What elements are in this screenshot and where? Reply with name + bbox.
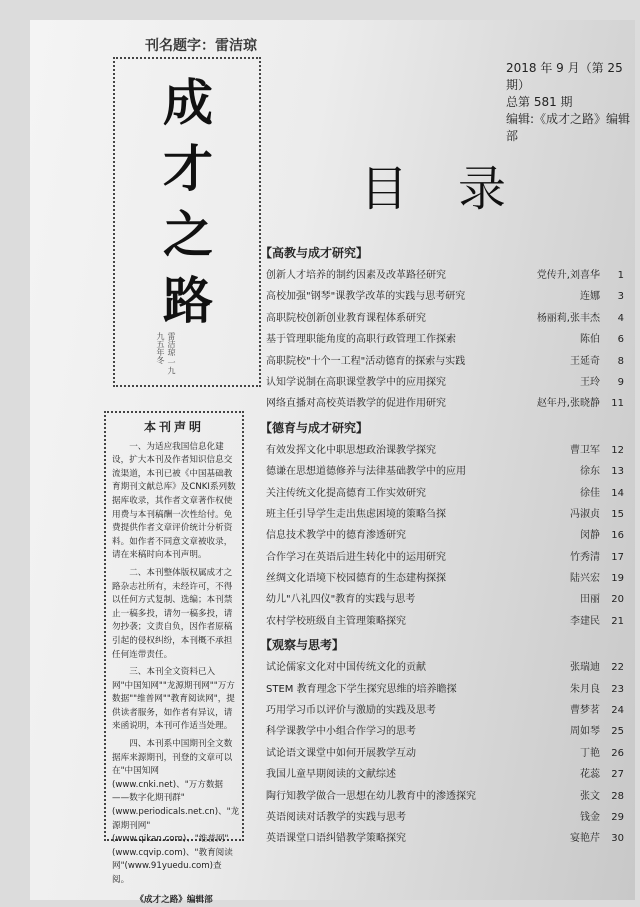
toc-entry[interactable] xyxy=(260,461,630,482)
entry-title: 英语阅读对话教学的实践与思考 xyxy=(266,811,406,823)
entry-title: 试论儒家文化对中国传统文化的贡献 xyxy=(266,662,426,674)
entry-title: 高校加强"钢琴"课教学改革的实践与思考研究 xyxy=(266,291,466,303)
section-title: 【高教与成才研究】 xyxy=(260,246,369,260)
toc-entry[interactable] xyxy=(260,568,630,589)
issue-editor: 编辑:《成才之路》编辑部 xyxy=(506,112,631,143)
notice-signature: 《成才之路》编辑部 xyxy=(135,894,213,905)
entry-title: 创新人才培养的制约因素及改革路径研究 xyxy=(266,270,446,281)
entry-author: 钱金 xyxy=(580,811,600,823)
title-char: 之 xyxy=(163,205,213,264)
notice-paragraph: 三、本刊全文资料已入网"中国知网""龙源期刊网""万方数据""维普网""教育阅读网"，提供读者服务，如作者有异议，请来函说明，本刊可作适当处理。 xyxy=(112,667,235,732)
entry-title: 丝绸文化语境下校园德育的生态建构探探 xyxy=(266,573,446,585)
title-char: 才 xyxy=(163,139,213,198)
entry-page: 4 xyxy=(617,312,624,324)
toc-entry[interactable] xyxy=(260,504,630,525)
entry-author: 冯淑贞 xyxy=(570,508,600,520)
entry-title: STEM 教育理念下学生探究思维的培养瞻探 xyxy=(266,683,457,695)
entry-author: 杨丽莉,张丰杰 xyxy=(536,312,600,324)
entry-page: 22 xyxy=(611,662,624,674)
toc-entry[interactable] xyxy=(260,440,630,461)
entry-page: 21 xyxy=(611,615,624,627)
toc-entry[interactable] xyxy=(260,351,630,372)
entry-author: 王延奇 xyxy=(570,355,600,367)
toc-entry[interactable] xyxy=(260,589,630,610)
title-char: 成 xyxy=(163,73,213,132)
issue-info xyxy=(506,60,640,145)
section-title: 【观察与思考】 xyxy=(260,638,345,653)
entry-page: 17 xyxy=(611,551,624,563)
entry-page: 13 xyxy=(611,466,624,478)
entry-title: 高职院校"十个一工程"活动德育的探索与实践 xyxy=(266,355,466,367)
publication-notice xyxy=(104,411,244,905)
table-of-contents xyxy=(260,240,630,850)
toc-entry[interactable] xyxy=(260,393,630,414)
entry-page: 30 xyxy=(611,833,624,845)
toc-entry[interactable] xyxy=(260,611,630,632)
entry-author: 赵年丹,张晓静 xyxy=(536,398,600,410)
toc-entry[interactable] xyxy=(260,525,630,546)
notice-paragraph: 一、为适应我国信息化建设，扩大本刊及作者知识信息交流渠道，本刊已被《中国基础教育期刊文献总库》及CNKI系列数据库收录，其作者文章著作权使用费与本刊稿酬一次性给付。免费提供作者文章评价统计分析资料。如作者不同意文章被收录，请在来稿时向本刊声明。 xyxy=(112,441,236,561)
entry-title: 基于管理职能角度的高职行政管理工作探索 xyxy=(266,334,456,346)
entry-page: 27 xyxy=(611,769,624,781)
entry-page: 1 xyxy=(617,270,624,281)
entry-page: 26 xyxy=(611,747,624,759)
entry-author: 陆兴宏 xyxy=(570,573,600,585)
entry-title: 高职院校创新创业教育课程体系研究 xyxy=(266,312,426,324)
entry-author: 徐东 xyxy=(580,466,600,478)
entry-page: 11 xyxy=(611,398,624,410)
entry-author: 陈伯 xyxy=(580,334,600,346)
calligraphy-seal: 雷洁琼 一九九五年冬 xyxy=(156,332,176,375)
magazine-title xyxy=(158,70,218,334)
toc-entry[interactable] xyxy=(260,679,630,700)
entry-author: 连娜 xyxy=(580,291,600,303)
entry-author: 曹卫军 xyxy=(570,444,600,456)
entry-title: 关注传统文化提高德育工作实效研究 xyxy=(266,487,426,499)
title-char: 路 xyxy=(163,271,213,330)
toc-entry[interactable] xyxy=(260,721,630,742)
entry-author: 宴艳芹 xyxy=(570,833,600,845)
issue-date: 2018 年 9 月（第 25 期） xyxy=(506,61,623,92)
entry-author: 周如琴 xyxy=(570,726,600,738)
entry-page: 8 xyxy=(617,355,624,367)
entry-page: 16 xyxy=(611,530,624,542)
entry-author: 闵静 xyxy=(580,530,600,542)
entry-title: 班主任引导学生走出焦虑困境的策略刍探 xyxy=(266,508,446,520)
toc-entry[interactable] xyxy=(260,308,630,329)
toc-entry[interactable] xyxy=(260,547,630,568)
toc-entry[interactable] xyxy=(260,786,630,807)
entry-author: 张文 xyxy=(580,790,600,802)
notice-title: 本刊声明 xyxy=(143,420,204,434)
entry-title: 网络直播对高校英语教学的促进作用研究 xyxy=(266,398,446,410)
toc-entry[interactable] xyxy=(260,286,630,307)
entry-page: 20 xyxy=(611,594,624,606)
toc-entry[interactable] xyxy=(260,743,630,764)
entry-title: 科学课教学中小组合作学习的思考 xyxy=(266,726,416,738)
entry-page: 28 xyxy=(611,790,624,802)
entry-author: 朱月良 xyxy=(570,683,600,695)
toc-entry[interactable] xyxy=(260,700,630,721)
toc-entry[interactable] xyxy=(260,828,630,849)
entry-page: 23 xyxy=(611,683,624,695)
entry-title: 巧用学习币以评价与激励的实践及思考 xyxy=(266,705,436,717)
entry-page: 19 xyxy=(611,573,624,585)
notice-paragraph: 二、本刊整体版权属成才之路杂志社所有，未经许可，不得以任何方式复制、选编；本刊禁止一稿多投，请勿一稿多投，请勿抄袭；文责自负，因作者原稿引起的侵权纠纷，本刊概不承担任何连带责任。 xyxy=(112,567,233,660)
entry-page: 15 xyxy=(611,508,624,520)
notice-paragraph: 四、本刊系中国期刊全文数据库来源期刊，刊登的文章可以在"中国知网(www.cnki.net)、"万方数据——数字化期刊群"(www.periodicals.net.cn)、"龙源期刊网"(www.qikan.com)、"维普网"(www.cqvip.com)、"教育阅读网"(www.91yuedu.com)查阅。 xyxy=(112,739,240,885)
contents-heading: 目录 xyxy=(360,161,557,217)
entry-page: 12 xyxy=(611,444,624,456)
entry-page: 25 xyxy=(611,726,624,738)
entry-page: 3 xyxy=(617,291,624,303)
toc-entry[interactable] xyxy=(260,657,630,678)
entry-author: 王玲 xyxy=(580,376,600,388)
toc-entry[interactable] xyxy=(260,764,630,785)
entry-author: 徐佳 xyxy=(580,487,600,499)
entry-author: 张瑞迪 xyxy=(570,662,600,674)
entry-author: 党传升,刘喜华 xyxy=(536,270,600,281)
toc-entry[interactable] xyxy=(260,372,630,393)
toc-entry[interactable] xyxy=(260,483,630,504)
entry-title: 陶行知教学做合一思想在幼儿教育中的渗透探究 xyxy=(266,790,476,802)
entry-title: 英语课堂口语纠错教学策略探究 xyxy=(266,833,406,845)
entry-author: 竹秀清 xyxy=(570,551,600,563)
entry-title: 德谦在思想道德修养与法律基础教学中的应用 xyxy=(266,466,466,478)
entry-title: 农村学校班级自主管理策略探究 xyxy=(266,615,406,627)
entry-page: 29 xyxy=(611,811,624,823)
issue-total: 总第 581 期 xyxy=(506,95,573,109)
entry-author: 丁艳 xyxy=(580,747,600,759)
calligraphy-credit: 刊名题字：雷洁琼 xyxy=(145,38,257,54)
entry-title: 认知学说制在高职课堂教学中的应用探究 xyxy=(266,376,446,388)
entry-title: 合作学习在英语后进生转化中的运用研究 xyxy=(266,551,446,563)
entry-title: 信息技术教学中的德育渗透研究 xyxy=(266,530,406,542)
entry-title: 有效发挥文化中职思想政治课教学探究 xyxy=(266,444,436,456)
section-title: 【德育与成才研究】 xyxy=(260,420,369,435)
entry-title: 试论语文课堂中如何开展教学互动 xyxy=(266,747,416,759)
entry-author: 田丽 xyxy=(580,594,600,606)
entry-page: 14 xyxy=(611,487,624,499)
entry-page: 24 xyxy=(611,705,624,717)
toc-entry[interactable] xyxy=(260,807,630,828)
entry-title: 幼儿"八礼四仪"教育的实践与思考 xyxy=(266,594,416,606)
entry-page: 6 xyxy=(617,334,624,346)
entry-page: 9 xyxy=(617,376,624,388)
entry-author: 花蕊 xyxy=(580,769,600,781)
entry-author: 曹梦茗 xyxy=(570,705,600,717)
toc-entry[interactable] xyxy=(260,265,630,286)
entry-title: 我国儿童早期阅读的文献综述 xyxy=(266,769,396,781)
toc-entry[interactable] xyxy=(260,329,630,350)
entry-author: 李建民 xyxy=(570,615,600,627)
